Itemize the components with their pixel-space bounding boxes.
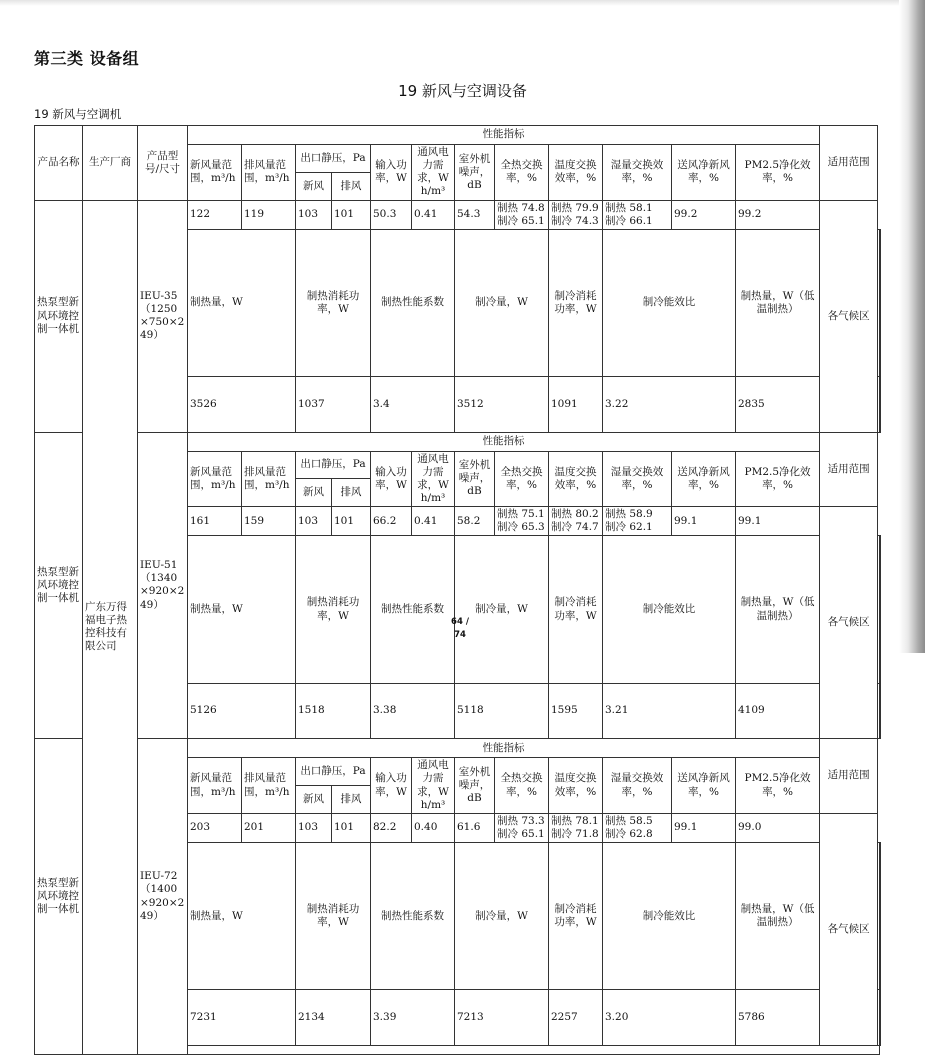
- label-low-heat-cap: 制热量，W（低温制热）: [736, 843, 820, 990]
- manufacturer-name: 广东万得福电子热控科技有限公司: [83, 200, 138, 1054]
- header-fan-power: 通风电力需求，Wh/m³: [412, 451, 455, 507]
- header-clean-rate: 送风净新风率，%: [672, 145, 736, 201]
- header-noise: 室外机噪声，dB: [455, 451, 495, 507]
- header-exhaust-air: 排风量范围，m³/h: [242, 758, 296, 814]
- cell-total-cool: 制冷 65.3: [497, 521, 545, 534]
- cell-clean-rate: 99.1: [672, 507, 736, 536]
- header-humid-eff: 湿量交换效率，%: [603, 758, 672, 814]
- cell-heat-cop: 3.38: [371, 683, 455, 739]
- cell-heat-cap: 3526: [188, 377, 296, 433]
- section-title: 19 新风与空调设备: [398, 82, 527, 100]
- cell-total-heat: 制热 73.3: [497, 814, 545, 827]
- cell-temp-eff: [549, 813, 603, 842]
- cell-temp-heat: 制热 79.9: [551, 201, 599, 214]
- table-bottom-spacer: [188, 1045, 880, 1054]
- header-exhaust-air: 排风量范围，m³/h: [242, 451, 296, 507]
- cell-temp-cool: 制冷 71.8: [551, 827, 599, 840]
- cell-cool-eer: 3.21: [603, 683, 736, 739]
- cell-total-eff: [495, 813, 549, 842]
- cell-humid-eff: [603, 813, 672, 842]
- cell-sp-fresh: 103: [296, 200, 332, 229]
- header-perf: 性能指标: [188, 739, 820, 758]
- cell-cool-power: 1091: [549, 377, 603, 433]
- cell-total-heat: 制热 75.1: [497, 508, 545, 521]
- label-cool-cap: 制冷量，W: [455, 536, 549, 683]
- cell-heat-cop: 3.39: [371, 990, 455, 1046]
- label-heat-power: 制热消耗功率，W: [296, 229, 371, 376]
- cell-power-in: 82.2: [371, 813, 412, 842]
- cell-sp-fresh: 103: [296, 507, 332, 536]
- cell-temp-cool: 制冷 74.3: [551, 214, 599, 227]
- cell-fresh-air: 161: [188, 507, 242, 536]
- cell-cool-eer: 3.22: [603, 377, 736, 433]
- cell-low-heat-cap: 2835: [736, 377, 820, 433]
- label-low-heat-cap: 制热量，W（低温制热）: [736, 229, 820, 376]
- header-fresh-air: 新风量范围，m³/h: [188, 451, 242, 507]
- header-static-pressure: 出口静压，Pa: [296, 145, 371, 173]
- cell-noise: 58.2: [455, 507, 495, 536]
- header-fan-power: 通风电力需求，Wh/m³: [412, 758, 455, 814]
- header-total-eff: 全热交换率，%: [495, 758, 549, 814]
- cell-fan-power: 0.41: [412, 507, 455, 536]
- header-sp-fresh: 新风: [296, 479, 332, 507]
- header-total-eff: 全热交换率，%: [495, 451, 549, 507]
- header-pm25: PM2.5净化效率，%: [736, 451, 820, 507]
- label-cool-eer: 制冷能效比: [603, 536, 736, 683]
- header-sp-exhaust: 排风: [332, 786, 371, 814]
- label-heat-cop: 制热性能系数: [371, 229, 455, 376]
- header-noise: 室外机噪声，dB: [455, 145, 495, 201]
- cell-total-cool: 制冷 65.1: [497, 827, 545, 840]
- cell-humid-heat: 制热 58.9: [605, 508, 653, 521]
- cell-clean-rate: 99.1: [672, 813, 736, 842]
- header-fresh-air: 新风量范围，m³/h: [188, 145, 242, 201]
- header-power-in: 输入功率，W: [371, 145, 412, 201]
- label-cool-power: 制冷消耗功率，W: [549, 843, 603, 990]
- header-power-in: 输入功率，W: [371, 758, 412, 814]
- table-row: [35, 200, 881, 229]
- header-perf: 性能指标: [188, 126, 820, 145]
- header-scope: 适用范围: [820, 432, 878, 507]
- header-exhaust-air: 排风量范围，m³/h: [242, 145, 296, 201]
- cell-low-heat-cap: 5786: [736, 990, 820, 1046]
- cell-total-cool: 制冷 65.1: [497, 214, 545, 227]
- cell-pm25: 99.0: [736, 813, 820, 842]
- cell-exhaust-air: 119: [242, 200, 296, 229]
- header-temp-eff: 温度交换效率，%: [549, 145, 603, 201]
- label-cool-eer: 制冷能效比: [603, 229, 736, 376]
- header-clean-rate: 送风净新风率，%: [672, 758, 736, 814]
- label-cool-eer: 制冷能效比: [603, 843, 736, 990]
- cell-pm25: 99.1: [736, 507, 820, 536]
- header-sp-fresh: 新风: [296, 786, 332, 814]
- cell-fresh-air: 203: [188, 813, 242, 842]
- cell-fresh-air: 122: [188, 200, 242, 229]
- cell-humid-eff: [603, 507, 672, 536]
- cell-fan-power: 0.40: [412, 813, 455, 842]
- label-heat-cop: 制热性能系数: [371, 843, 455, 990]
- cell-humid-cool: 制冷 62.1: [605, 521, 653, 534]
- header-clean-rate: 送风净新风率，%: [672, 451, 736, 507]
- cell-total-heat: 制热 74.8: [497, 201, 545, 214]
- label-heat-power: 制热消耗功率，W: [296, 843, 371, 990]
- cell-clean-rate: 99.2: [672, 200, 736, 229]
- page-number-slash: /: [465, 617, 469, 627]
- header-fresh-air: 新风量范围，m³/h: [188, 758, 242, 814]
- header-sp-exhaust: 排风: [332, 172, 371, 200]
- cell-humid-heat: 制热 58.1: [605, 201, 653, 214]
- cell-heat-cap: 7231: [188, 990, 296, 1046]
- cell-scope: 各气候区: [820, 507, 878, 739]
- product-name: 热泵型新风环境控制一体机: [35, 200, 83, 432]
- label-cool-power: 制冷消耗功率，W: [549, 536, 603, 683]
- product-model: IEU-35（1250×750×249）: [138, 200, 188, 432]
- header-sp-exhaust: 排风: [332, 479, 371, 507]
- table-row: [35, 739, 881, 758]
- header-temp-eff: 温度交换效率，%: [549, 451, 603, 507]
- page-top-shadow: [0, 0, 925, 6]
- header-pm25: PM2.5净化效率，%: [736, 145, 820, 201]
- cell-total-eff: [495, 507, 549, 536]
- cell-total-eff: [495, 200, 549, 229]
- cell-scope: 各气候区: [820, 200, 878, 432]
- cell-power-in: 66.2: [371, 507, 412, 536]
- label-cool-power: 制冷消耗功率，W: [549, 229, 603, 376]
- page-number-current: 64: [451, 617, 463, 627]
- cell-humid-eff: [603, 200, 672, 229]
- header-noise: 室外机噪声，dB: [455, 758, 495, 814]
- cell-cool-cap: 5118: [455, 683, 549, 739]
- cell-heat-cap: 5126: [188, 683, 296, 739]
- cell-cool-cap: 3512: [455, 377, 549, 433]
- label-low-heat-cop: [879, 229, 880, 376]
- cell-humid-heat: 制热 58.5: [605, 814, 653, 827]
- label-heat-cap: 制热量，W: [188, 843, 296, 990]
- cell-low-heat-cop: [879, 683, 880, 739]
- header-sp-fresh: 新风: [296, 172, 332, 200]
- page-number: [440, 617, 480, 627]
- header-humid-eff: 湿量交换效率，%: [603, 145, 672, 201]
- cell-low-heat-cap: 4109: [736, 683, 820, 739]
- cell-scope: 各气候区: [820, 813, 878, 1045]
- header-total-eff: 全热交换率，%: [495, 145, 549, 201]
- cell-temp-eff: [549, 200, 603, 229]
- cell-sp-exhaust: 101: [332, 200, 371, 229]
- label-heat-cap: 制热量，W: [188, 229, 296, 376]
- cell-sp-exhaust: 101: [332, 507, 371, 536]
- cell-low-heat-cop: [879, 990, 880, 1046]
- subsection-title: 19 新风与空调机: [34, 107, 122, 121]
- header-scope: 适用范围: [820, 739, 878, 814]
- cell-noise: 54.3: [455, 200, 495, 229]
- header-static-pressure: 出口静压，Pa: [296, 451, 371, 479]
- header-static-pressure: 出口静压，Pa: [296, 758, 371, 786]
- cell-pm25: 99.2: [736, 200, 820, 229]
- cell-exhaust-air: 201: [242, 813, 296, 842]
- label-low-heat-cop: [879, 536, 880, 683]
- cell-heat-power: 1037: [296, 377, 371, 433]
- product-name: 热泵型新风环境控制一体机: [35, 739, 83, 1055]
- header-perf: 性能指标: [188, 432, 820, 451]
- cell-temp-heat: 制热 80.2: [551, 508, 599, 521]
- cell-humid-cool: 制冷 62.8: [605, 827, 653, 840]
- cell-temp-eff: [549, 507, 603, 536]
- product-name: 热泵型新风环境控制一体机: [35, 432, 83, 739]
- header-model: 产品型号/尺寸: [138, 126, 188, 201]
- cell-exhaust-air: 159: [242, 507, 296, 536]
- cell-heat-power: 2134: [296, 990, 371, 1046]
- cell-temp-heat: 制热 78.1: [551, 814, 599, 827]
- label-cool-cap: 制冷量，W: [455, 229, 549, 376]
- cell-humid-cool: 制冷 66.1: [605, 214, 653, 227]
- cell-noise: 61.6: [455, 813, 495, 842]
- product-model: IEU-72（1400×920×249）: [138, 739, 188, 1055]
- label-cool-cap: 制冷量，W: [455, 843, 549, 990]
- cell-heat-power: 1518: [296, 683, 371, 739]
- cell-temp-cool: 制冷 74.7: [551, 521, 599, 534]
- label-low-heat-cap: 制热量，W（低温制热）: [736, 536, 820, 683]
- header-fan-power: 通风电力需求，Wh/m³: [412, 145, 455, 201]
- cell-cool-cap: 7213: [455, 990, 549, 1046]
- cell-heat-cop: 3.4: [371, 377, 455, 433]
- header-scope: 适用范围: [820, 126, 878, 201]
- header-pm25: PM2.5净化效率，%: [736, 758, 820, 814]
- label-heat-cop: 制热性能系数: [371, 536, 455, 683]
- header-temp-eff: 温度交换效率，%: [549, 758, 603, 814]
- product-model: IEU-51（1340×920×249）: [138, 432, 188, 739]
- category-title: 第三类 设备组: [34, 49, 140, 68]
- cell-cool-power: 1595: [549, 683, 603, 739]
- label-heat-power: 制热消耗功率，W: [296, 536, 371, 683]
- label-low-heat-cop: [879, 843, 880, 990]
- table-row: [35, 432, 881, 451]
- header-power-in: 输入功率，W: [371, 451, 412, 507]
- page-total: 74: [454, 630, 466, 640]
- cell-fan-power: 0.41: [412, 200, 455, 229]
- table-row: [35, 126, 881, 145]
- cell-cool-power: 2257: [549, 990, 603, 1046]
- header-humid-eff: 湿量交换效率，%: [603, 451, 672, 507]
- cell-sp-exhaust: 101: [332, 813, 371, 842]
- cell-cool-eer: 3.20: [603, 990, 736, 1046]
- label-heat-cap: 制热量，W: [188, 536, 296, 683]
- header-manufacturer: 生产厂商: [83, 126, 138, 201]
- cell-low-heat-cop: [879, 377, 880, 433]
- cell-sp-fresh: 103: [296, 813, 332, 842]
- product-spec-table: [34, 125, 881, 1055]
- cell-power-in: 50.3: [371, 200, 412, 229]
- header-product-name: 产品名称: [35, 126, 83, 201]
